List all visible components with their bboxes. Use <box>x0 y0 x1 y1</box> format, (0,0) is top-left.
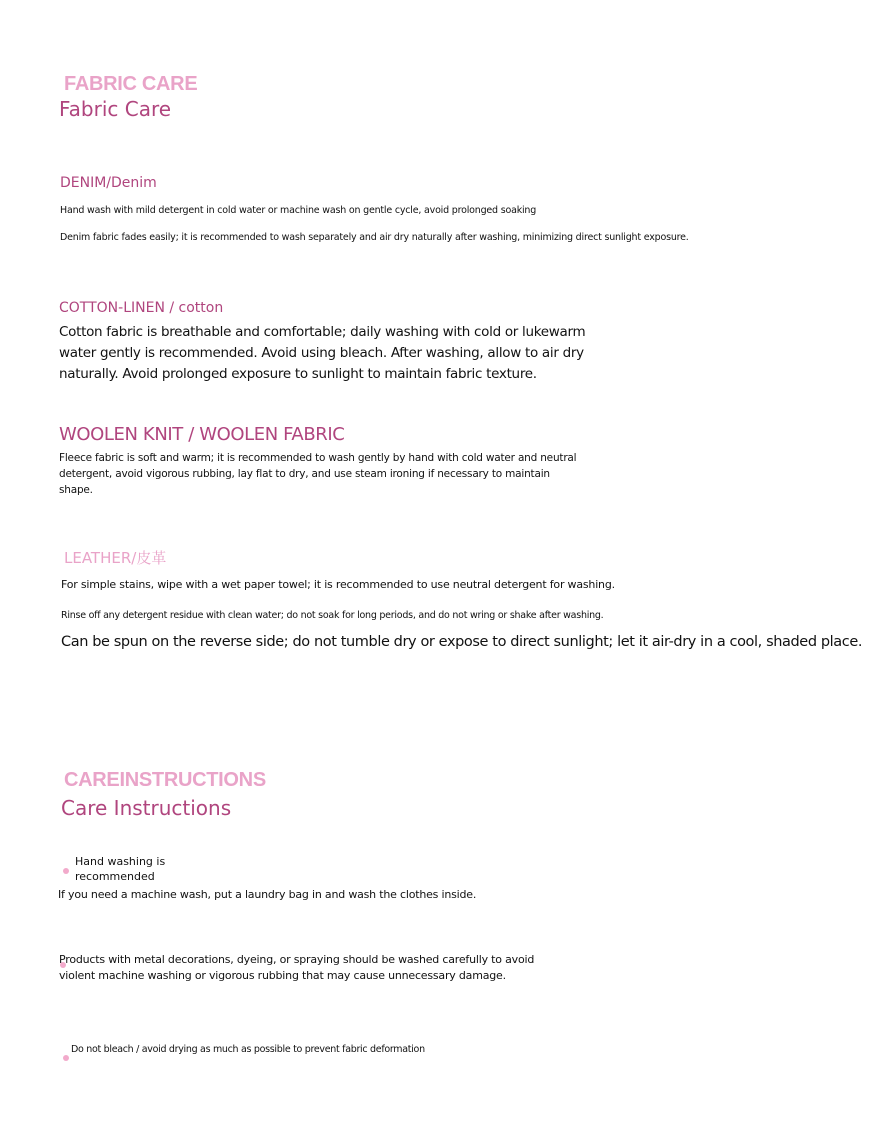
denim-text-1: Hand wash with mild detergent in cold water or machine wash on gentle cycle, avoid prolonged soaking <box>60 205 537 216</box>
care-item-1-line-2: recommended <box>75 870 155 883</box>
wool-title: WOOLEN KNIT / WOOLEN FABRIC <box>59 424 345 445</box>
cotton-title: COTTON-LINEN / cotton <box>59 300 224 316</box>
wool-text-3: shape. <box>59 484 93 496</box>
leather-text-3: Can be spun on the reverse side; do not tumble dry or expose to direct sunlight; let it air-dry in a cool, shaded place. <box>61 634 863 650</box>
care-item-2-line-2: violent machine washing or vigorous rubbing that may cause unnecessary damage. <box>59 969 506 982</box>
cotton-text-1: Cotton fabric is breathable and comfortable; daily washing with cold or lukewarm <box>59 324 586 340</box>
care-item-3: Do not bleach / avoid drying as much as possible to prevent fabric deformation <box>71 1044 425 1055</box>
bullet-icon <box>63 868 69 874</box>
wool-text-1: Fleece fabric is soft and warm; it is recommended to wash gently by hand with cold water and neutral <box>59 452 577 464</box>
care-item-2-line-1: Products with metal decorations, dyeing, or spraying should be washed carefully to avoid <box>59 953 535 966</box>
cotton-text-2: water gently is recommended. Avoid using bleach. After washing, allow to air dry <box>59 345 584 361</box>
denim-title: DENIM/Denim <box>60 175 157 191</box>
fabric-care-heading: Fabric Care <box>59 97 172 121</box>
leather-text-1: For simple stains, wipe with a wet paper towel; it is recommended to use neutral detergent for washing. <box>61 578 615 591</box>
leather-title: LEATHER/皮革 <box>64 549 167 567</box>
wool-text-2: detergent, avoid vigorous rubbing, lay flat to dry, and use steam ironing if necessary to maintain <box>59 468 550 480</box>
care-item-1-line-1: Hand washing is <box>75 855 166 868</box>
care-instructions-heading: Care Instructions <box>61 796 232 820</box>
care-instructions-heading-en: CAREINSTRUCTIONS <box>64 769 266 791</box>
care-item-1-line-3: If you need a machine wash, put a laundry bag in and wash the clothes inside. <box>58 888 477 901</box>
cotton-text-3: naturally. Avoid prolonged exposure to sunlight to maintain fabric texture. <box>59 366 537 382</box>
bullet-icon <box>63 1055 69 1061</box>
denim-text-2: Denim fabric fades easily; it is recommended to wash separately and air dry naturally after washing, minimizing direct sunlight exposure. <box>60 232 689 243</box>
fabric-care-heading-en: FABRIC CARE <box>64 73 198 95</box>
leather-text-2: Rinse off any detergent residue with clean water; do not soak for long periods, and do not wring or shake after washing. <box>61 610 604 621</box>
